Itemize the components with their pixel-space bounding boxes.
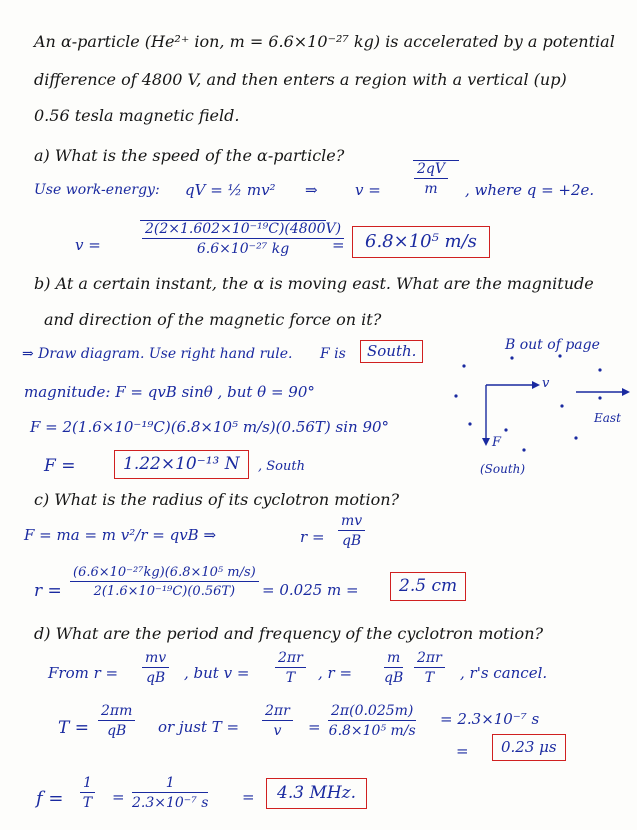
part-a-method: Use work-energy: [34, 182, 160, 198]
part-d-t-fraction: $\frac{2\pi m}{qB}$ [98, 704, 135, 738]
east-label: East [594, 411, 621, 425]
part-d-f-eq: = [112, 788, 125, 806]
problem-line-2: difference of 4800 V, and then enters a region with a vertical (up) [34, 70, 567, 89]
part-a-v-eq: v = [355, 181, 381, 199]
part-a-sub-lhs: v = [75, 236, 101, 254]
b-field-label: B out of page [505, 337, 600, 353]
part-d-r2-fraction-a: $\frac{m}{qB}$ [384, 650, 404, 686]
part-a-answer-box: 6.8×10⁵ m/s [352, 226, 490, 258]
problem-line-3: 0.56 tesla magnetic field. [34, 106, 240, 125]
b-field-dots [454, 354, 601, 451]
force-diagram [450, 330, 630, 480]
part-d-t-lhs: T = [58, 718, 89, 738]
part-c-question: c) What is the radius of its cyclotron motion? [34, 490, 400, 509]
part-c-answer-box: 2.5 cm [390, 572, 466, 601]
part-c-result: = 0.025 m = [262, 581, 359, 599]
part-b-magnitude-eq: magnitude: F = qvB sinθ , but θ = 90° [24, 383, 315, 401]
part-d-calc-fraction: $\frac{2\pi(0.025m)}{\text{6.8×10⁵ m/s}}$ [328, 703, 416, 739]
part-d-f-fraction: $\frac{1}{T}$ [80, 776, 95, 810]
part-d-or-just: or just T = [158, 718, 240, 736]
part-a-eq: = [332, 236, 345, 254]
part-d-eq3: = [456, 742, 469, 760]
f-label: F [492, 435, 502, 450]
part-d-from-fraction: $\frac{mv}{qB}$ [142, 651, 169, 685]
part-d-cancel: , r's cancel. [460, 664, 548, 682]
part-d-frequency-answer-box: 4.3 MHz. [266, 778, 367, 809]
part-d-or-just-fraction: $\frac{2\pi r}{v}$ [262, 704, 293, 738]
part-d-r2: , r = [318, 664, 353, 682]
part-d-f2-fraction: $\frac{1}{\text{2.3×10⁻⁷ s}}$ [132, 775, 209, 811]
part-a-arrow: ⇒ [305, 181, 318, 199]
problem-line-1: An α-particle (He²⁺ ion, m = 6.6×10⁻²⁷ kg) is accelerated by a potential [34, 32, 615, 51]
part-b-force-direction: , South [258, 459, 305, 474]
part-d-question: d) What are the period and frequency of the cyclotron motion? [34, 624, 544, 643]
part-a-question: a) What is the speed of the α-particle? [34, 146, 345, 165]
sqrt-fraction: $\frac{2qV}{m}$ [414, 162, 448, 196]
part-c-fraction: $\frac{\text{(6.6×10⁻²⁷kg)(6.8×10⁵ m/s)}}{\text{2(1.6×10⁻¹⁹C)(0.56T)}}$ [70, 566, 259, 598]
part-d-r2-fraction-b: $\frac{2\pi r}{T}$ [414, 651, 445, 685]
part-a-sub-fraction: $\frac{\text{2(2×1.602×10⁻¹⁹C)(4800V)}}{\text{6.6×10⁻²⁷ kg}}$ [142, 222, 344, 256]
part-b-question-1: b) At a certain instant, the α is moving east. What are the magnitude [34, 274, 594, 293]
part-d-but-fraction: $\frac{2\pi r}{T}$ [275, 651, 306, 685]
part-d-but: , but v = [184, 664, 250, 682]
part-b-f-lhs: F = [44, 456, 76, 476]
part-c-r-fraction: $\frac{mv}{qB}$ [338, 514, 365, 548]
part-d-period-answer-box: 0.23 μs [492, 734, 566, 761]
part-c-r-eq: r = [300, 528, 325, 546]
part-c-r-lhs: r = [34, 581, 62, 601]
part-b-question-2: and direction of the magnetic force on it? [44, 310, 382, 329]
part-b-diagram-note: ⇒ Draw diagram. Use right hand rule. [22, 346, 293, 362]
part-b-numeric-eq: F = 2(1.6×10⁻¹⁹C)(6.8×10⁵ m/s)(0.56T) sin 90° [30, 418, 390, 436]
part-b-direction-box: South. [360, 340, 423, 363]
v-label: v [542, 376, 550, 391]
part-d-f-lhs: f = [36, 788, 64, 809]
part-b-force-answer-box: 1.22×10⁻¹³ N [114, 450, 249, 479]
part-d-f-eq2: = [242, 788, 255, 806]
part-d-from: From r = [48, 664, 119, 682]
south-label: (South) [480, 462, 526, 476]
part-b-force-is: F is [320, 346, 346, 362]
part-d-eq1: = [308, 718, 321, 736]
part-a-energy-eq: qV = ½ mv² [185, 181, 276, 199]
part-d-eq2: = 2.3×10⁻⁷ s [440, 710, 540, 728]
part-a-where: , where q = +2e. [465, 181, 595, 199]
part-c-newton-eq: F = ma = m v²/r = qvB ⇒ [24, 526, 217, 544]
